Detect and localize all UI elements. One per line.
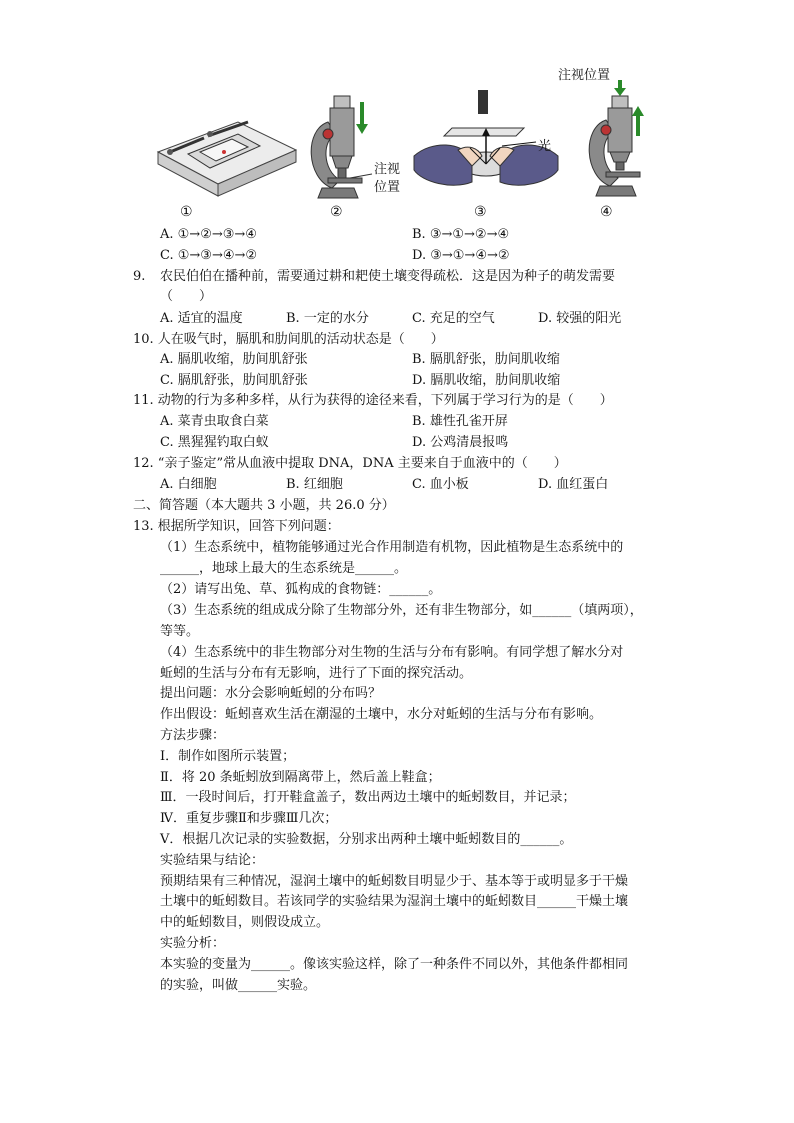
q11-stem: 11. 动物的行为多种多样，从行为获得的途径来看，下列属于学习行为的是（ ） [133,393,613,408]
q13-line-1: 13. 根据所学知识，回答下列问题： [133,519,340,534]
q12-option-c: C. 血小板 [412,477,469,492]
q13-line-11: 方法步骤： [160,728,226,743]
q10-stem: 10. 人在吸气时，膈肌和肋间肌的活动状态是（ ） [133,332,444,347]
q13-line-5: （3）生态系统的组成成分除了生物部分外，还有非生物部分，如______（填两项）， [160,603,643,618]
q11-option-c: C. 黑猩猩钓取白蚁 [160,435,269,450]
q10-option-a: A. 膈肌收缩，肋间肌舒张 [160,352,308,367]
q13-line-22: 本实验的变量为______。像该实验这样，除了一种条件不同以外，其他条件都相同 [160,957,629,972]
section-2-title: 二、简答题（本大题共 3 小题，共 26.0 分） [133,498,395,513]
label-weizhi: 位置 [374,180,401,195]
q12-option-b: B. 红细胞 [286,477,343,492]
q9-option-c: C. 充足的空气 [412,311,495,326]
q13-line-17: 实验结果与结论： [160,853,265,868]
q13-line-15: Ⅳ．重复步骤Ⅱ和步骤Ⅲ几次； [160,811,338,826]
q13-line-18: 预期结果有三种情况，湿润土壤中的蚯蚓数目明显少于、基本等于或明显多于干燥 [160,874,629,889]
label-zhushi-weizhi: 注视位置 [558,68,611,83]
figure-slide-on-stage [148,112,298,198]
q8-option-a: A. ①→②→③→④ [160,227,257,242]
label-zhushi: 注视 [374,162,401,177]
q13-line-7: （4）生态系统中的非生物部分对生物的生活与分布有影响。有同学想了解水分对 [160,645,624,660]
q12-option-d: D. 血红蛋白 [538,477,609,492]
figure-microscope-lowering [298,90,378,205]
q9-option-d: D. 较强的阳光 [538,311,622,326]
figure-number-3: ③ [474,204,487,220]
figure-number-4: ④ [600,204,613,220]
q13-line-6: 等等。 [160,624,200,639]
figure-microscope-raising [576,78,656,203]
q11-option-d: D. 公鸡清晨报鸣 [412,435,509,450]
label-light: 光 [538,139,552,154]
q8-option-c: C. ①→③→④→② [160,248,258,263]
q13-line-23: 的实验，叫做______实验。 [160,978,317,993]
q13-line-10: 作出假设：蚯蚓喜欢生活在潮湿的土壤中，水分对蚯蚓的生活与分布有影响。 [160,707,603,722]
q13-line-20: 中的蚯蚓数目，则假设成立。 [160,915,330,930]
q10-option-c: C. 膈肌舒张，肋间肌舒张 [160,373,308,388]
q13-line-12: Ⅰ．制作如图所示装置； [160,749,296,764]
q13-line-13: Ⅱ．将 20 条蚯蚓放到隔离带上，然后盖上鞋盒； [160,770,441,785]
q13-line-4: （2）请写出兔、草、狐构成的食物链：______。 [160,582,442,597]
figure-number-1: ① [180,204,193,220]
q13-line-14: Ⅲ．一段时间后，打开鞋盒盖子，数出两边土壤中的蚯蚓数目，并记录； [160,790,576,805]
q9-blank: （ ） [160,289,213,304]
q13-line-9: 提出问题：水分会影响蚯蚓的分布吗？ [160,686,382,701]
q13-line-8: 蚯蚓的生活与分布有无影响，进行了下面的探究活动。 [160,666,473,681]
figure-number-2: ② [330,204,343,220]
q13-line-19: 土壤中的蚯蚓数目。若该同学的实验结果为湿润土壤中的蚯蚓数目______干燥土壤 [160,894,629,909]
q10-option-b: B. 膈肌舒张，肋间肌收缩 [412,352,560,367]
q12-stem: 12. “亲子鉴定”常从血液中提取 DNA，DNA 主要来自于血液中的（ ） [133,456,567,471]
q8-option-d: D. ③→①→④→② [412,248,510,263]
q9-number: 9. [133,269,146,284]
q9-option-b: B. 一定的水分 [286,311,369,326]
q13-line-16: Ⅴ．根据几次记录的实验数据，分别求出两种土壤中蚯蚓数目的______。 [160,832,573,847]
q9-option-a: A. 适宜的温度 [160,311,243,326]
q10-option-d: D. 膈肌收缩，肋间肌收缩 [412,373,561,388]
q11-option-a: A. 菜青虫取食白菜 [160,414,269,429]
q12-option-a: A. 白细胞 [160,477,217,492]
q13-line-3: ______，地球上最大的生态系统是______。 [160,561,408,576]
q9-stem: 农民伯伯在播种前，需要通过耕和耙使土壤变得疏松．这是因为种子的萌发需要 [160,269,616,284]
q8-option-b: B. ③→①→②→④ [412,227,510,242]
q11-option-b: B. 雄性孔雀开屏 [412,414,508,429]
q13-line-21: 实验分析： [160,936,226,951]
q13-line-2: （1）生态系统中，植物能够通过光合作用制造有机物，因此植物是生态系统中的 [160,540,624,555]
